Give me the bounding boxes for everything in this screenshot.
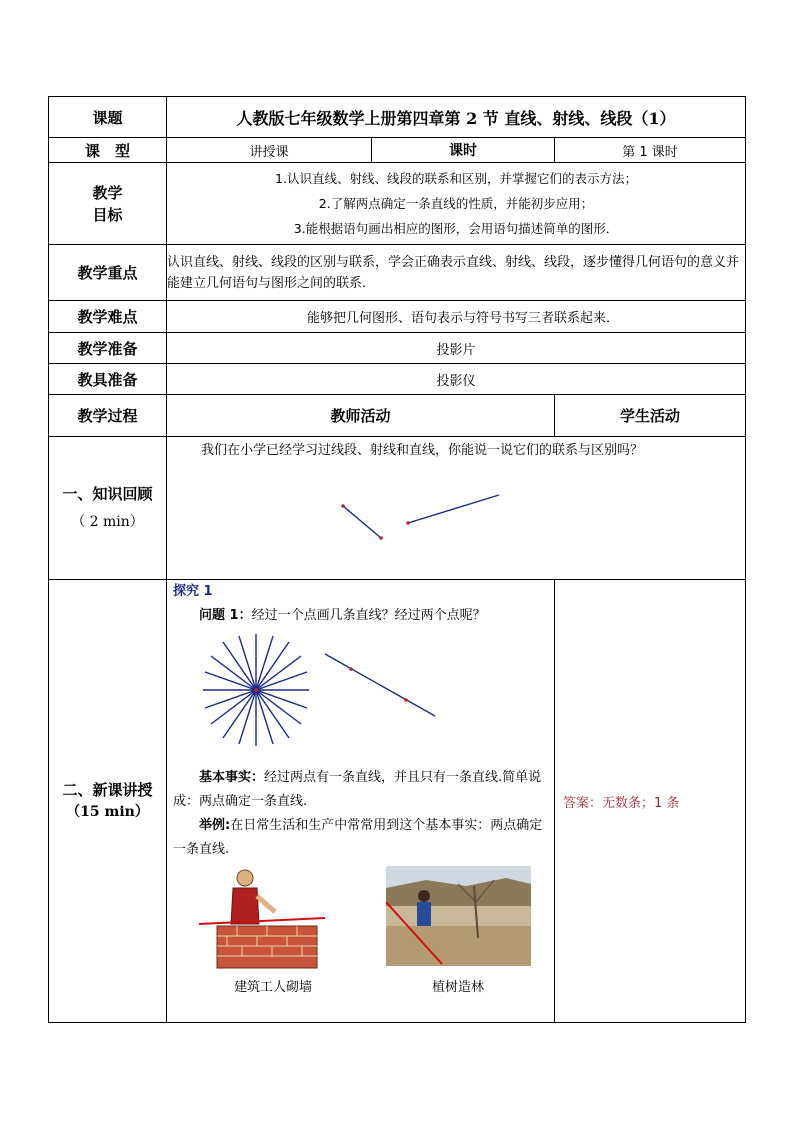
goal-item: 3.能根据语句画出相应的图形，会用语句描述简单的图形．	[293, 220, 619, 236]
row-difficulties	[49, 301, 746, 333]
illustration-tree-planting	[373, 866, 543, 1000]
tree-planting-image	[386, 866, 531, 966]
prep-label: 教学准备	[49, 333, 167, 364]
lesson-plan-table	[48, 96, 746, 1023]
prep-value: 投影片	[167, 333, 746, 364]
point-b	[404, 698, 408, 702]
process-label: 教学过程	[49, 395, 167, 437]
period-value: 第 1 课时	[555, 138, 746, 163]
goal-item: 1.认识直线、射线、线段的联系和区别，并掌握它们的表示方法；	[275, 170, 637, 186]
student-activity-label: 学生活动	[555, 395, 746, 437]
row-key-points	[49, 245, 746, 301]
review-label: 一、知识回顾	[62, 485, 153, 503]
row-process-header	[49, 395, 746, 437]
row-topic	[49, 97, 746, 138]
type-label: 课 型	[49, 138, 167, 163]
period-label: 课时	[372, 138, 555, 163]
difficulties-text: 能够把几何图形、语句表示与符号书写三者联系起来．	[167, 301, 746, 333]
caption-bricklayer: 建筑工人砌墙	[233, 980, 312, 995]
segment-endpoint	[379, 536, 383, 540]
review-question: 我们在小学已经学习过线段、射线和直线，你能说一说它们的联系与区别吗？	[201, 443, 644, 458]
lines-through-points-figure	[173, 632, 553, 752]
goals-label-line1: 教学	[92, 183, 123, 202]
illustration-bricklayer	[173, 866, 373, 1000]
new-lesson-answer: 答案：无数条；1 条	[555, 580, 746, 1023]
goals-list	[167, 163, 746, 245]
goals-label	[49, 163, 167, 245]
example-label: 举例:	[199, 818, 231, 833]
review-label-cell	[49, 437, 167, 580]
basic-fact-label: 基本事实：	[199, 770, 265, 785]
basic-fact	[173, 766, 548, 814]
row-type	[49, 138, 746, 163]
example	[173, 814, 548, 862]
segment-endpoint	[341, 504, 345, 508]
center-point	[254, 688, 258, 692]
type-value: 讲授课	[167, 138, 372, 163]
new-lesson-label: 二、新课讲授	[62, 781, 153, 799]
ray-line	[408, 495, 499, 523]
tools-value: 投影仪	[167, 364, 746, 395]
difficulties-label: 教学难点	[49, 301, 167, 333]
caption-tree-planting: 植树造林	[431, 980, 484, 995]
goals-label-line2: 目标	[92, 205, 123, 224]
line-through-two-points	[325, 654, 435, 716]
tools-label: 教具准备	[49, 364, 167, 395]
question-1-label: 问题 1：	[199, 608, 252, 623]
topic-label: 课题	[49, 97, 167, 138]
question-1-text: 经过一个点画几条直线？经过两个点呢？	[251, 608, 486, 623]
question-1	[173, 604, 548, 628]
bricklayer-image	[195, 866, 365, 976]
key-points-text: 认识直线、射线、线段的区别与联系，学会正确表示直线、射线、线段，逐步懂得几何语句的意义并能建立几何语句与图形之间的联系．	[167, 245, 746, 301]
segment-line	[343, 506, 381, 538]
row-prep	[49, 333, 746, 364]
new-lesson-teacher	[167, 580, 555, 1023]
line-types-figure	[197, 461, 597, 541]
goal-item: 2.了解两点确定一条直线的性质，并能初步应用；	[318, 195, 594, 211]
row-goals	[49, 163, 746, 245]
row-new-lesson	[49, 580, 746, 1023]
ray-endpoint	[406, 521, 410, 525]
review-content	[167, 437, 746, 580]
review-time: （ 2 min）	[71, 514, 144, 530]
new-lesson-time: （15 min）	[66, 804, 149, 820]
row-review	[49, 437, 746, 580]
example-illustrations	[173, 866, 548, 1000]
example-text: 在日常生活和生产中常常用到这个基本事实：两点确定一条直线.	[173, 818, 543, 857]
alignment-line	[199, 918, 325, 924]
teacher-activity-label: 教师活动	[167, 395, 555, 437]
basic-fact-text: 经过两点有一条直线，并且只有一条直线.简单说成：两点确定一条直线.	[173, 770, 542, 809]
topic-value: 人教版七年级数学上册第四章第 2 节 直线、射线、线段（1）	[167, 97, 746, 138]
explore-heading: 探究 1	[173, 584, 213, 599]
new-lesson-label-cell	[49, 580, 167, 1023]
point-a	[349, 667, 353, 671]
row-tools	[49, 364, 746, 395]
key-points-label: 教学重点	[49, 245, 167, 301]
